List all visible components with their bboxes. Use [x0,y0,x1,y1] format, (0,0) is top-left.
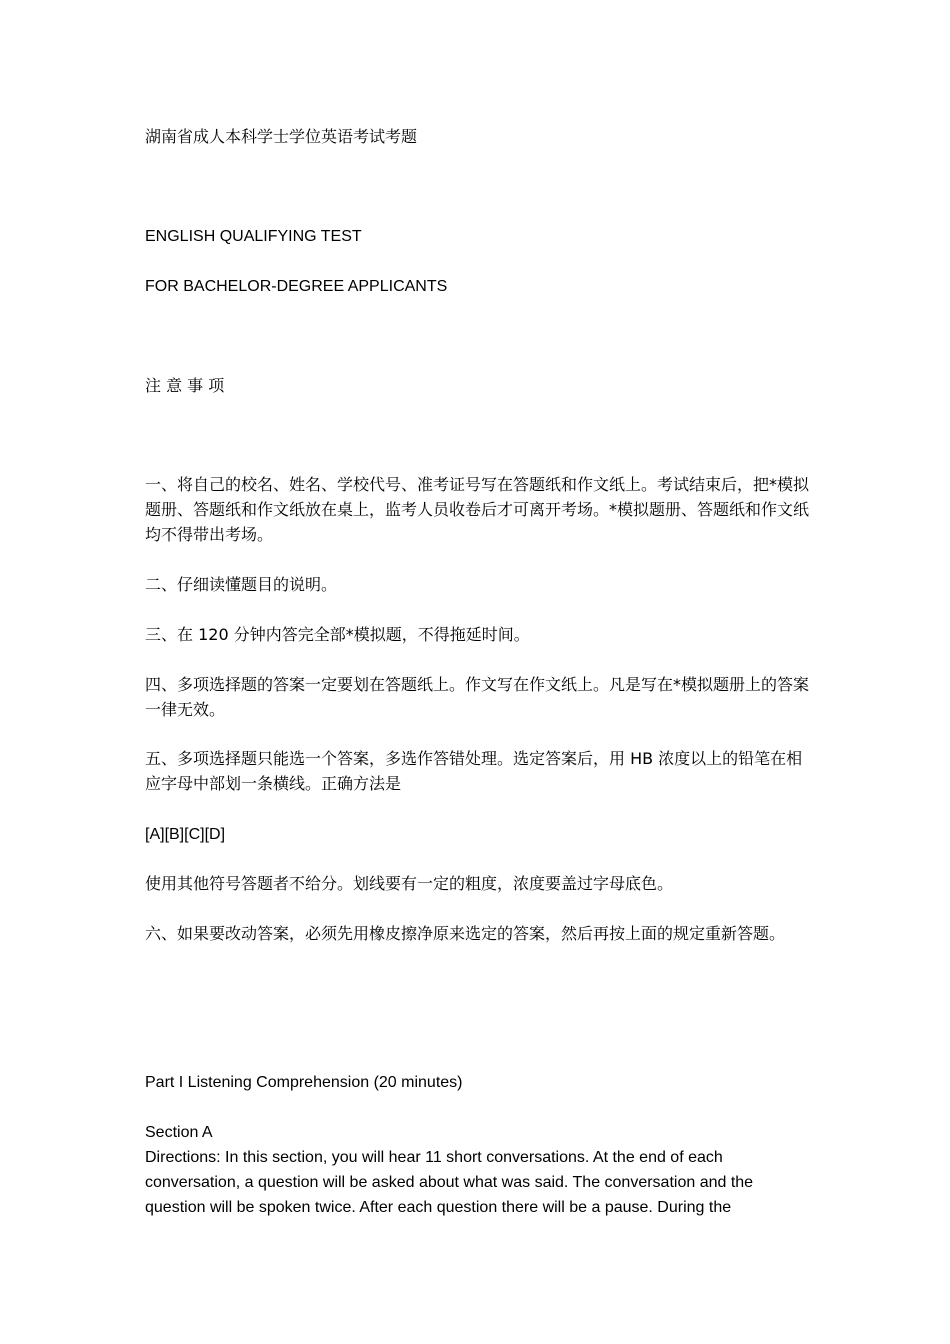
document-title: 湖南省成人本科学士学位英语考试考题 [145,127,418,146]
notice-heading: 注 意 事 项 [145,376,225,395]
rule-6: 六、如果要改动答案，必须先用橡皮擦净原来选定的答案，然后再按上面的规定重新答题。 [145,924,786,943]
test-name-line-2: FOR BACHELOR-DEGREE APPLICANTS [145,278,448,295]
section-a-heading: Section A [145,1124,213,1141]
section-a-directions: Directions: In this section, you will hear 11 short conversations. At the end of each conversation, a question will be asked about what was said. The conversation and the question will be spoken twice. After each question there will be a pause. During the [145,1149,754,1216]
rule-1: 一、将自己的校名、姓名、学校代号、准考证号写在答题纸和作文纸上。考试结束后，把*模拟题册、答题纸和作文纸放在桌上，监考人员收卷后才可离开考场。*模拟题册、答题纸和作文纸均不得带出考场。 [145,475,810,544]
test-name-line-1: ENGLISH QUALIFYING TEST [145,228,362,245]
rule-2: 二、仔细读懂题目的说明。 [145,575,338,594]
rule-5-note: 使用其他符号答题者不给分。划线要有一定的粗度，浓度要盖过字母底色。 [145,874,674,893]
part1-heading: Part I Listening Comprehension (20 minutes) [145,1074,463,1091]
rule-5: 五、多项选择题只能选一个答案，多选作答错处理。选定答案后，用 HB 浓度以上的铅笔在相应字母中部划一条横线。正确方法是 [145,749,803,793]
answer-example: [A][B][C][D] [145,826,226,843]
rule-4: 四、多项选择题的答案一定要划在答题纸上。作文写在作文纸上。凡是写在*模拟题册上的答案一律无效。 [145,675,810,719]
rule-3: 三、在 120 分钟内答完全部*模拟题，不得拖延时间。 [145,625,530,644]
